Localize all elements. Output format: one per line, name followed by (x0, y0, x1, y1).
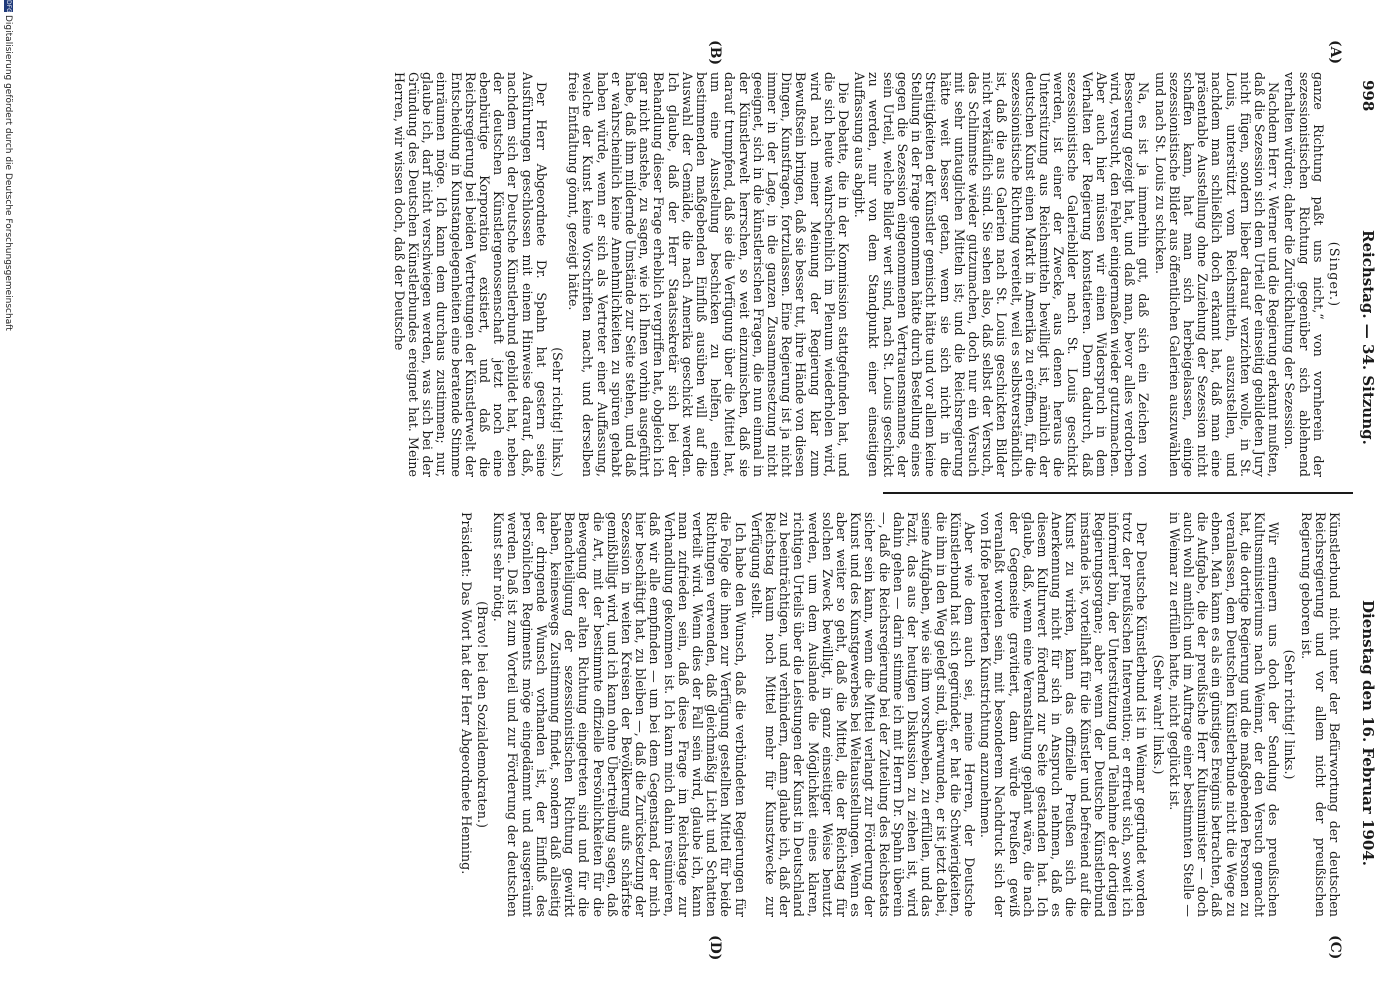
paragraph: Der Deutsche Künstlerbund ist in Weimar gegründet worden trotz der preußischen Intervention; er erfreut sich, soweit ich informiert bin, der Unterstützung und Teilnahme der dortigen Regierungsorgane; aber wenn der Deutsche Künstlerbund imstande ist, vorteilhaft für die Künstler und befreiend auf die Kunst zu wirken, kann das offizielle Preußen sich die Anerkennung nicht für sich in Anspruch nehmen, daß es diesem Kulturwert fördernd zur Seite gestanden hat. Ich glaube, daß, wenn eine Veranstaltung geplant wäre, die nach der Gegenseite gravitiert, dann würde Preußen gewiß veranlaßt worden sein, mit besonderem Nachdruck sich der von Hofe patentierten Kunstrichtung anzunehmen. (978, 512, 1150, 917)
right-text-column (457, 512, 1341, 917)
margin-mark-b: (B) (707, 40, 723, 66)
session-date: Dienstag den 16. Februar 1904. (1359, 600, 1377, 866)
paragraph: Die Debatte, die in der Kommission stattgefunden hat, und die sich heute wahrscheinlich im Plenum wiederholen wird, wird nach meiner Meinung der Regierung klar zum Bewußtsein bringen, daß sie besser tut, ihre Hände von diesen Dingen, Kunstfragen, fortzulassen. Eine Regierung ist ja nicht immer in der Lage, in die ganzen Zusammensetzung nicht geeignet, sich in die künstlerischen Fragen, die nun einmal in der Künstlerwelt herrschen, so weit einzumischen, daß sie darauf trumpfend, daß sie die Verfügung über die Mittel hat, um eine Ausstellung beschicken zu helfen, einen bestimmenden maßgebenden Einfluß ausüben will auf die Auswahl der Gemälde, die nach Amerika geschickt werden. Ich glaube, daß der Herr Staatssekretär sich bei der Behandlung dieser Frage erheblich vergriffen hat, obgleich ich gar nicht anstehe, zu sagen, wie ich Ihnen vorhin ausgeführt habe, daß ihm mildernde Umstände zur Seite stehen, und daß er wahrscheinlich keine Annehmlichkeiten zu spüren gehabt haben würde, wenn er sich als Vertreter einer Auffassung, welche der Kunst keine Vorschriften macht, und derselben freie Entfaltung gönnt, gezeigt hätte. (566, 72, 852, 477)
president-line: Präsident: Das Wort hat der Herr Abgeordnete Henning. (458, 512, 474, 875)
interjection: (Sehr richtig! links.) (550, 347, 566, 477)
digitization-footer (1, 0, 13, 1000)
margin-mark-d: (D) (707, 935, 723, 961)
paragraph: Aber wie dem auch sei, meine Herren, der Deutsche Künstlerbund hat sich gegründet, er hat die Schwierigkeiten, die ihm in den Weg gelegt sind, überwunden, er ist jetzt dabei, seine Aufgaben, wie sie ihm vorschweben, zu erfüllen, und das Fazit, das aus der heutigen Diskussion zu ziehen ist, wird dahin gehen — darin stimme ich mit Herrn Dr. Spahn überein —, daß die Reichsregierung bei der Zuteilung des Reichsetats sicher sein kann, wenn die Mittel verlangt zur Förderung der Kunst und des Kunstgewerbes bei Weltausstellungen. Wenn es aber weiter so geht, daß die Mittel, die der Reichstag für solchen Zweck bewilligt, in ganz einseitiger Weise benutzt werden, um dem Auslande die Möglichkeit eines klaren, richtigen Urteils über die Leistungen der Kunst in Deutschland zu beeinträchtigen, und verhindern, dann glaube ich, daß der Reichstag kaum noch Mittel mehr für Kunstzwecke zur Verfügung stellt. (748, 512, 977, 917)
page-header (1355, 80, 1377, 920)
dfg-logo: DFG (5, 0, 12, 13)
running-title: Reichstag. — 34. Sitzung. (1359, 230, 1377, 445)
paragraph: Wir erinnern uns doch der Sendung des preußischen Kultusministeriums nach Weimar, der den Versuch gemacht hat, die dortige Regierung und die maßgebenden Personen zu veranlassen, dem Deutschen Künstlerbunde nicht die Wege zu ebnen. Man kann es als ein günstiges Ereignis betrachten, daß die Aufgabe, die der preußische Herr Kultusminister — doch auch wohl amtlich und im Auftrage einer bestimmten Stelle — in Weimar zu erfüllen hatte, nicht geglückt ist. (1166, 512, 1282, 917)
paragraph: Nachdem Herr v. Werner und die Regierung erkannt mußten, daß die Sezession sich dem Urteil der einseitig gebildeten Jury nicht fügen, sondern lieber darauf verzichten wolle, in St. Louis, unterstützt vom Reichsmitteln, auszustellen, und nachdem man schließlich doch erkannt hat, daß man eine präsentable Ausstellung ohne Zuziehung der Sezession nicht schaffen kann, hat man sich herbeigelassen, einige sezessionistische Bilder aus öffentlichen Galerien auszuwählen und nach St. Louis zu schicken. (1152, 72, 1282, 477)
left-text-column (390, 72, 1341, 477)
column-divider (883, 492, 1353, 494)
speaker-note: (Singer.) (1327, 241, 1342, 308)
page-number: 998 (1359, 80, 1377, 112)
margin-mark-c: (C) (1327, 935, 1343, 960)
paragraph: Künstlerbund nicht unter der Befürwortung der deutschen Reichsregierung und vor allem nicht der preußischen Regierung geboren ist. (1298, 512, 1342, 917)
interjection: (Bravo! bei den Sozialdemokraten.) (475, 601, 491, 828)
interjection: (Sehr richtig! links.) (1282, 649, 1298, 780)
paragraph: Na, es ist ja immerhin gut, daß sich ein Zeichen von Besserung gezeigt hat, und daß man, bevor alles verdorben wird, versucht, den Fehler einigermaßen wieder gutzumachen. Aber auch hier müssen wir einen Widerspruch in dem Verhalten der Regierung konstatieren. Denn dadurch, daß sezessionistische Galeriebilder nach St. Louis geschickt werden, ist einer der Zwecke, aus denen heraus die Unterstützung aus Reichsmitteln bewilligt ist, nämlich der deutschen Kunst einen Markt in Amerika zu eröffnen, für die sezessionistische Richtung vereitelt, weil es selbstverständlich ist, daß die aus Galerien nach St. Louis geschickten Bilder nicht verkäuflich sind. Sie sehen also, daß selbst der Versuch, das Schlimmste wieder gutzumachen, doch nur ein Versuch mit sehr untauglichen Mitteln ist; und die Reichsregierung hätte weit besser getan, wenn sie sich nicht in die Streitigkeiten der Künstler gemischt hätte und vor allem keine Stellung in der Frage genommen hätte durch Bestellung eines gegen die Sezession eingenommenen Vertrauensmannes, der sein Urteil, welche Bilder wert sind, nach St. Louis geschickt zu werden, nur von dem Standpunkt einer einseitigen Auffassung aus abgibt. (852, 72, 1152, 477)
paragraph: ganze Richtung paßt uns nicht,“ von vornherein der sezessionistischen Richtung gegenüber sich ablehnend verhalten würden; daher die Zurückhaltung der Sezession. (1282, 72, 1326, 477)
digitization-note: Digitalisierung gefördert durch die Deutsche Forschungsgemeinschaft (3, 15, 13, 331)
paragraph: Ich habe den Wunsch, daß die verbündeten Regierungen für die Folge die ihnen zur Verfügung gestellten Mittel für beide Richtungen verwenden, daß gleichmäßig Licht und Schatten verteilt wird. Wenn dies der Fall sein wird, glaube ich, kann man zufrieden sein, daß diese Frage im Reichstage zur Verhandlung gekommen ist. Ich kann mich dahin resümieren, daß wir alle empfinden — um bei dem Gegenstand, der mich hier beschäftigt hat, zu bleiben —, daß die Zurücksetzung der Sezession in weiten Kreisen der Bevölkerung aufs schärfste gemißbilligt wird, und ich kann ohne Übertreibung sagen, daß die Art, mit der bestimmte offizielle Persönlichkeiten für die Bewegung der alten Richtung eingetreten sind und für die Benachteiligung der sezessionistischen Richtung gewirkt haben, keineswegs Zustimmung findet, sondern daß allseitig der dringende Wunsch vorhanden ist, der Einfluß des persönlichen Regiments möge eingedämmt und ausgeräumt werden. Daß ist zum Vorteil und zur Förderung der deutschen Kunst sehr nötig. (491, 512, 748, 917)
margin-mark-a: (A) (1327, 40, 1343, 65)
paragraph: Der Herr Abgeordnete Dr. Spahn hat gestern seine Ausführungen geschlossen mit einem Hinweise darauf, daß, nachdem sich der Deutsche Künstlerbund gebildet hat, neben der deutschen Künstlergenossenschaft jetzt noch eine ebenbürtige Korporation existiert, und daß die Reichsregierung bei beiden Vertretungen der Künstlerwelt der Entscheidung in Kunstangelegenheiten eine beratende Stimme einräumen möge. Ich kann dem durchaus zustimmen; nur, glaube ich, darf nicht verschwiegen werden, was sich bei der Gründung des Deutschen Künstlerbundes ereignet hat. Meine Herren, wir wissen doch, daß der Deutsche (391, 72, 549, 477)
interjection: (Sehr wahr! links.) (1150, 654, 1166, 775)
